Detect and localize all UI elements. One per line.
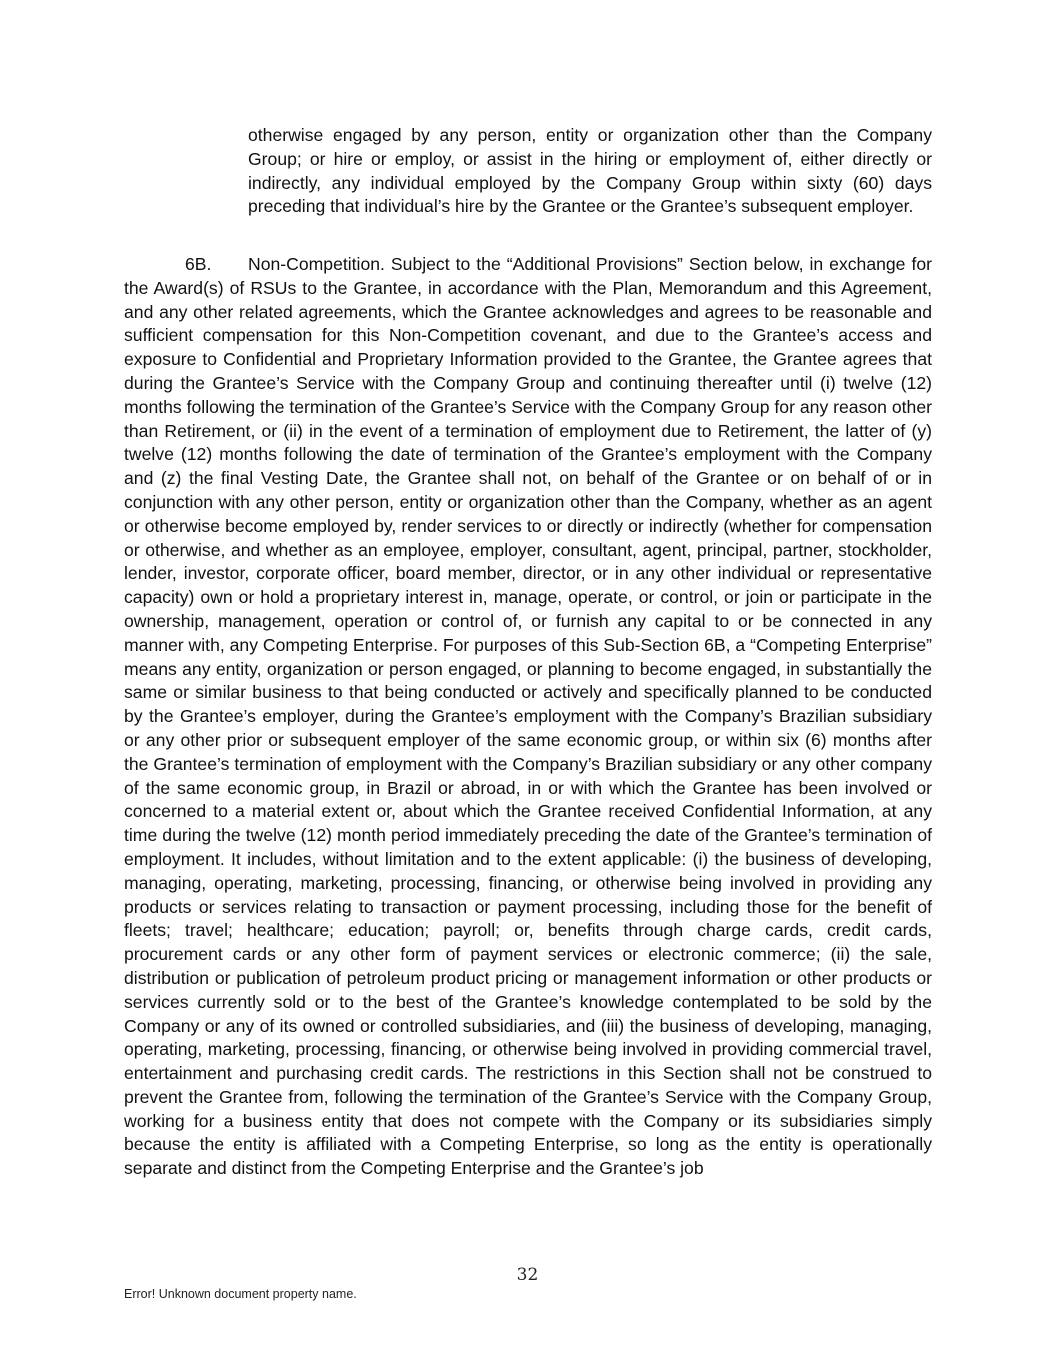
section-body: Subject to the “Additional Provisions” Section below, in exchange for the Award(s) of RSUs to the Grantee, in accordance with the Plan, Memorandum and this Agreement, and any other related agreements, which the Grantee acknowledges and agrees to be reasonable and sufficient compensation for this Non-Competition covenant, and due to the Grantee’s access and exposure to Confidential and Proprietary Information provided to the Grantee, the Grantee agrees that during the Grantee’s Service with the Company Group and continuing thereafter until (i) twelve (12) months following the termination of the Grantee’s Service with the Company Group for any reason other than Retirement, or (ii) in the event of a termination of employment due to Retirement, the latter of (y) twelve (12) months following the date of termination of the Grantee’s employment with the Company and (z) the final Vesting Date, the Grantee shall not, on behalf of the Grantee or on behalf of or in conjunction with any other person, entity or organization other than the Company, whether as an agent or otherwise become employed by, render services to or directly or indirectly (whether for compensation or otherwise, and whether as an employee, employer, consultant, agent, principal, partner, stockholder, lender, investor, corporate officer, board member, director, or in any other individual or representative capacity) own or hold a proprietary interest in, manage, operate, or control, or join or participate in the ownership, management, operation or control of, or furnish any capital to or be connected in any manner with, any Competing Enterprise. For purposes of this Sub-Section 6B, a “Competing Enterprise” means any entity, organization or person engaged, or planning to become engaged, in substantially the same or similar business to that being conducted or actively and specifically planned to be conducted by the Grantee’s employer, during the Grantee’s employment with the Company’s Brazilian subsidiary or any other prior or subsequent employer of the same economic group, or within six (6) months after the Grantee’s termination of employment with the Company’s Brazilian subsidiary or any other company of the same economic group, in Brazil or abroad, in or with which the Grantee has been involved or concerned to a material extent or, about which the Grantee received Confidential Information, at any time during the twelve (12) month period immediately preceding the date of the Grantee’s termination of employment. It includes, without limitation and to the extent applicable: (i) the business of developing, managing, operating, marketing, processing, financing, or otherwise being involved in providing any products or services relating to transaction or payment processing, including those for the benefit of fleets; travel; healthcare; education; payroll; or, benefits through charge cards, credit cards, procurement cards or any other form of payment services or electronic commerce; (ii) the sale, distribution or publication of petroleum product pricing or management information or other products or services currently sold or to the best of the Grantee’s knowledge contemplated to be sold by the Company or any of its owned or controlled subsidiaries, and (iii) the business of developing, managing, operating, marketing, processing, financing, or otherwise being involved in providing commercial travel, entertainment and purchasing credit cards. The restrictions in this Section shall not be construed to prevent the Grantee from, following the termination of the Grantee’s Service with the Company Group, working for a business entity that does not compete with the Company or its subsidiaries simply because the entity is affiliated with a Competing Enterprise, so long as the entity is operationally separate and distinct from the Competing Enterprise and the Grantee’s job xyxy=(124,254,932,1179)
page-number: 32 xyxy=(516,1265,539,1285)
section-number: 6B. xyxy=(185,254,212,274)
footer-note: Error! Unknown document property name. xyxy=(124,1287,357,1301)
continued-paragraph: otherwise engaged by any person, entity or organization other than the Company Group; or hire or employ, or assist in the hiring or employment of, either directly or indirectly, any individual employed by the Company Group within sixty (60) days preceding that individual’s hire by the Grantee or the Grantee’s subsequent employer. xyxy=(248,125,932,217)
section-6b-paragraph xyxy=(124,253,932,1181)
section-heading: Non-Competition. xyxy=(248,254,385,274)
